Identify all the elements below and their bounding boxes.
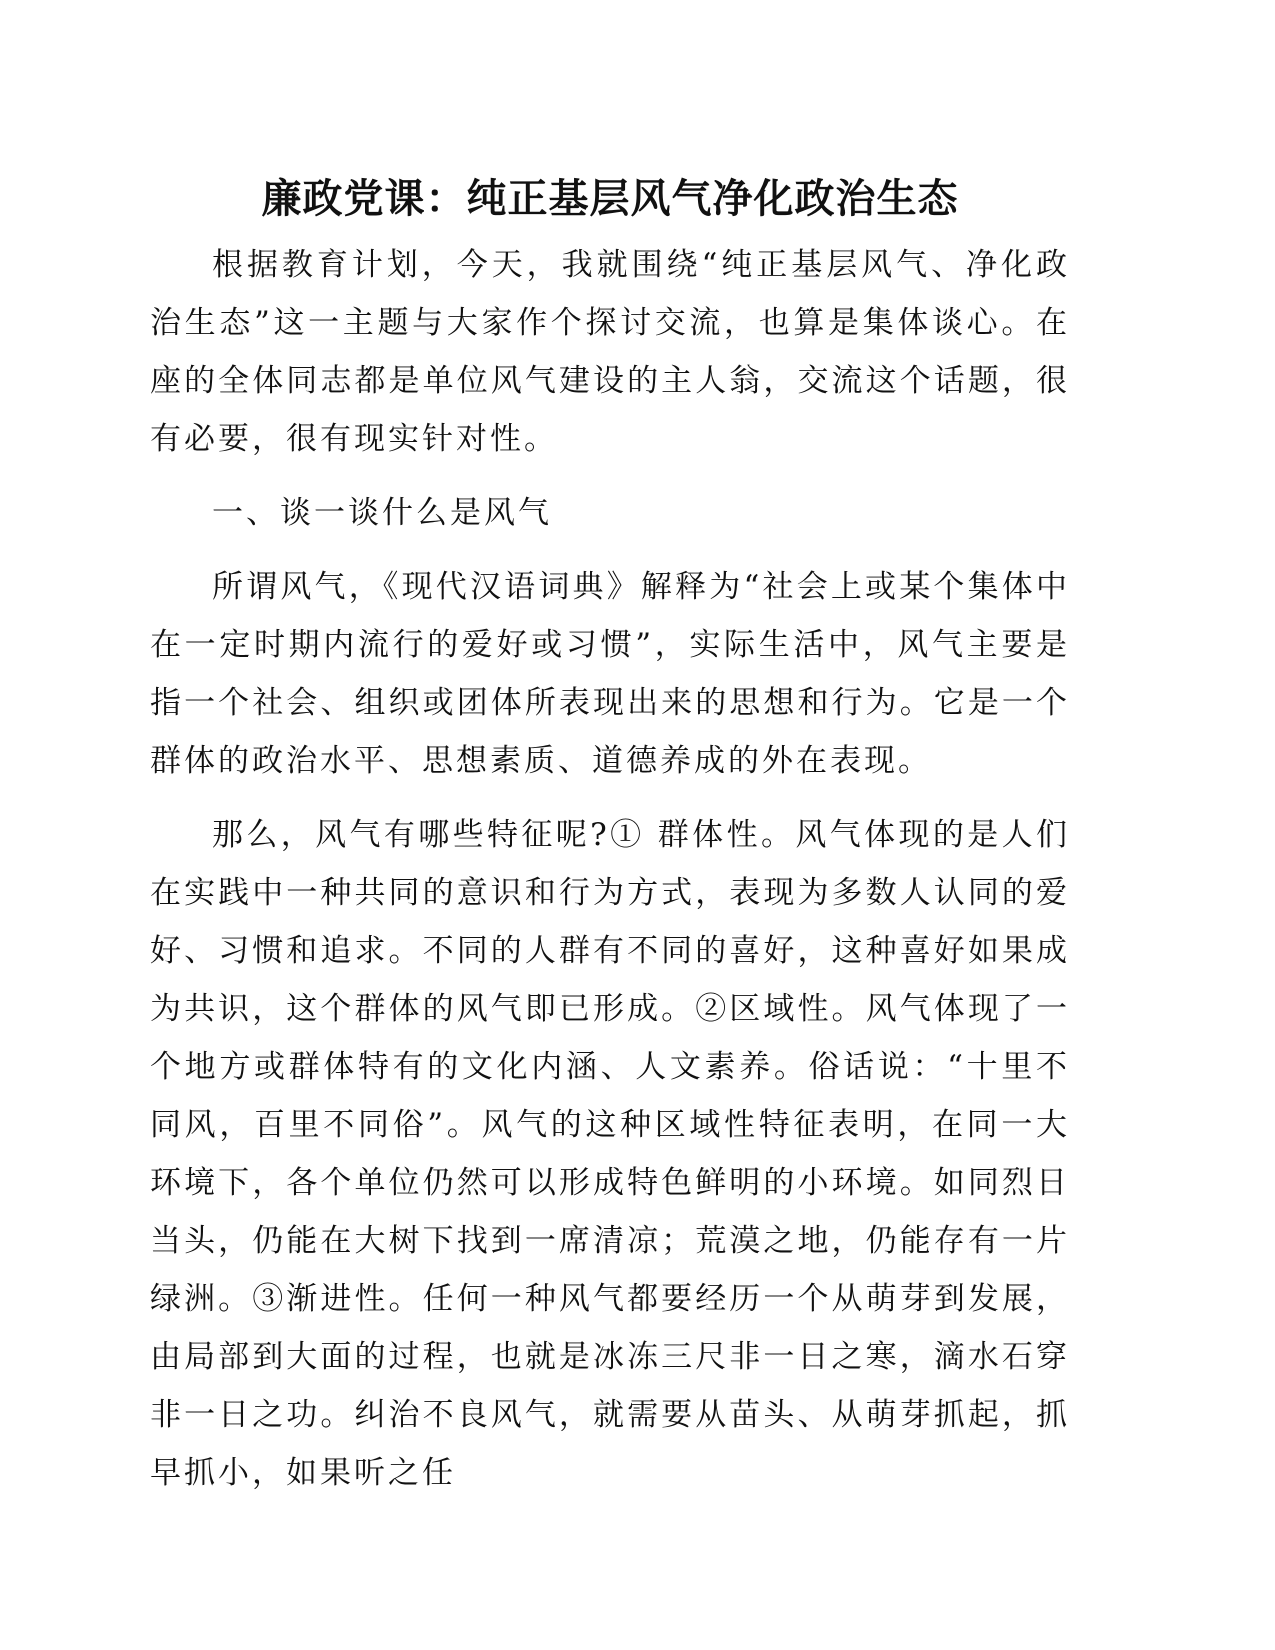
document-title: 廉政党课：纯正基层风气净化政治生态 — [261, 176, 959, 222]
section-heading: 一、谈一谈什么是风气 — [212, 495, 552, 531]
intro-paragraph: 根据教育计划，今天，我就围绕“纯正基层风气、净化政治生态”这一主题与大家作个探讨交流，也算是集体谈心。在座的全体同志都是单位风气建设的主人翁，交流这个话题，很有必要，很有现实针对性。 — [150, 247, 1070, 457]
definition-paragraph: 所谓风气，《现代汉语词典》解释为“社会上或某个集体中在一定时期内流行的爱好或习惯”，实际生活中，风气主要是指一个社会、组织或团体所表现出来的思想和行为。它是一个群体的政治水平、思想素质、道德养成的外在表现。 — [150, 569, 1070, 779]
document-body — [150, 170, 1070, 1502]
features-paragraph: 那么，风气有哪些特征呢?① 群体性。风气体现的是人们在实践中一种共同的意识和行为方式，表现为多数人认同的爱好、习惯和追求。不同的人群有不同的喜好，这种喜好如果成为共识，这个群体的风气即已形成。②区域性。风气体现了一个地方或群体特有的文化内涵、人文素养。俗话说：“十里不同风，百里不同俗”。风气的这种区域性特征表明，在同一大环境下，各个单位仍然可以形成特色鲜明的小环境。如同烈日当头，仍能在大树下找到一席清凉；荒漠之地，仍能存有一片绿洲。③渐进性。任何一种风气都要经历一个从萌芽到发展，由局部到大面的过程，也就是冰冻三尺非一日之寒，滴水石穿非一日之功。纠治不良风气，就需要从苗头、从萌芽抓起，抓早抓小，如果听之任 — [150, 817, 1070, 1491]
